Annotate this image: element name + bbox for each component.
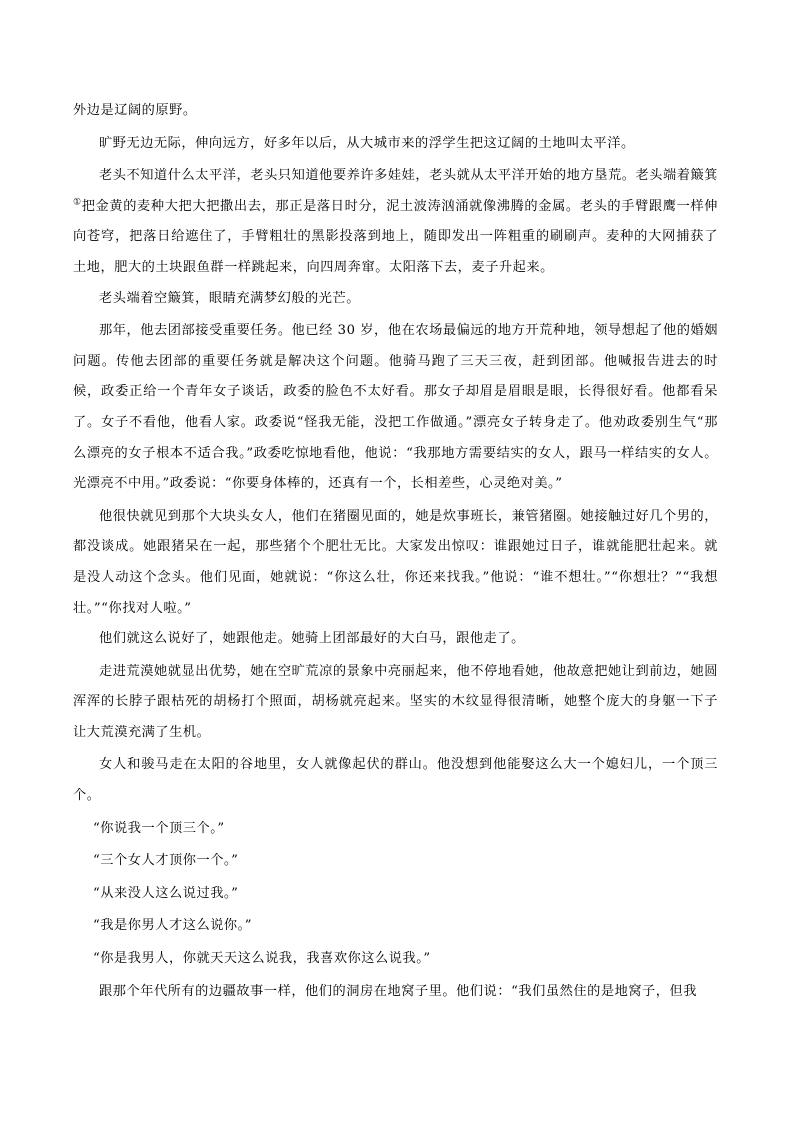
paragraph-text: 老头不知道什么太平洋，老头只知道他要养许多娃娃，老头就从太平洋开始的地方垦荒。老头端着簸 <box>99 168 705 184</box>
dialogue-line: “你说我一个顶三个。” <box>93 820 225 836</box>
paragraph <box>73 161 718 283</box>
dialogue-line: “三个女人才顶你一个。” <box>93 853 239 869</box>
document-body <box>73 96 718 1009</box>
paragraph: 他们就这么说好了，她跟他走。她骑上团部最好的大白马，跟他走了。 <box>99 631 525 647</box>
paragraph-text: 把金黄的麦种大把大把撒出去，那正是落日时分，泥土波涛汹涌就像沸腾的金属。老头的手臂跟鹰一样伸向苍穹，把落日给遮住了，手臂粗壮的黑影投落到地上，随即发出一阵粗重的刷刷声。麦种的大网捕获了土地，肥大的土块跟鱼群一样跳起来，向四周奔窜。太阳落下去，麦子升起来。 <box>73 198 718 275</box>
dialogue-line: “我是你男人才这么说你。” <box>93 918 253 934</box>
paragraph <box>73 502 718 624</box>
dialogue-line: “你是我男人，你就天天这么说我，我喜欢你这么说我。” <box>93 951 431 967</box>
paragraph: 旷野无边无际，伸向远方，好多年以后，从大城市来的浮学生把这辽阔的土地叫太平洋。 <box>99 135 635 151</box>
paragraph: 走进荒漠她就显出优势，她在空旷荒凉的景象中亮丽起来，他不停地看她，他故意把她让到前边，她圆浑浑的长脖子跟枯死的胡杨打个照面，胡杨就亮起来。坚实的木纹显得很清晰，她整个庞大的身躯一下子让大荒漠充满了生机。 <box>73 663 718 740</box>
paragraph-text: 壮？”“我想壮。”“你找对人啦。” <box>73 569 718 616</box>
paragraph: 外边是辽阔的原野。 <box>73 103 197 118</box>
paragraph: 那年，他去团部接受重要任务。他已经 30 岁，他在农场最偏远的地方开荒种地，领导想起了他的婚姻问题。传他去团部的重要任务就是解决这个问题。他骑马跑了三天三夜，赶到团部。他喊报告进去的时候，政委正给一个青年女子谈话，政委的脸色不太好看。那女子却眉是眉眼是眼，长得很好看。他都看呆了。女子不看他，他看人家。政委说“怪我无能，没把工作做通。”漂亮女子转身走了。他劝政委别生气“那么漂亮的女子根本不适合我。”政委吃惊地看他，他说：“我那地方需要结实的女人，跟马一样结实的女人。光漂亮不中用。”政委说：“你要身体棒的，还真有一个，长相差些，心灵绝对美。” <box>73 323 718 492</box>
dialogue-line: “从来没人这么说过我。” <box>93 885 239 901</box>
paragraph-text: 他很快就见到那个大块头女人，他们在猪圈见面的，她是炊事班长，兼管猪圈。她接触过好几个男的，都没谈成。她跟猪呆在一起，那些猪个个肥壮无比。大家发出惊叹：谁跟她过日子，谁就能肥壮起来。就是没人动这个念头。他们见面，她就说：“你这么壮，你还来找我。”他说：“谁不想壮。”“你想 <box>73 508 718 585</box>
paragraph-text: 箕 <box>704 168 718 184</box>
paragraph: 女人和骏马走在太阳的谷地里，女人就像起伏的群山。他没想到他能娶这么大一个媳妇儿，一个顶三个。 <box>73 757 718 804</box>
paragraph: 老头端着空簸箕，眼睛充满梦幻般的光芒。 <box>99 290 361 306</box>
paragraph: 跟那个年代所有的边疆故事一样，他们的洞房在地窝子里。他们说：“我们虽然住的是地窝子，但我 <box>99 983 697 999</box>
footnote-marker: ① <box>73 197 82 208</box>
